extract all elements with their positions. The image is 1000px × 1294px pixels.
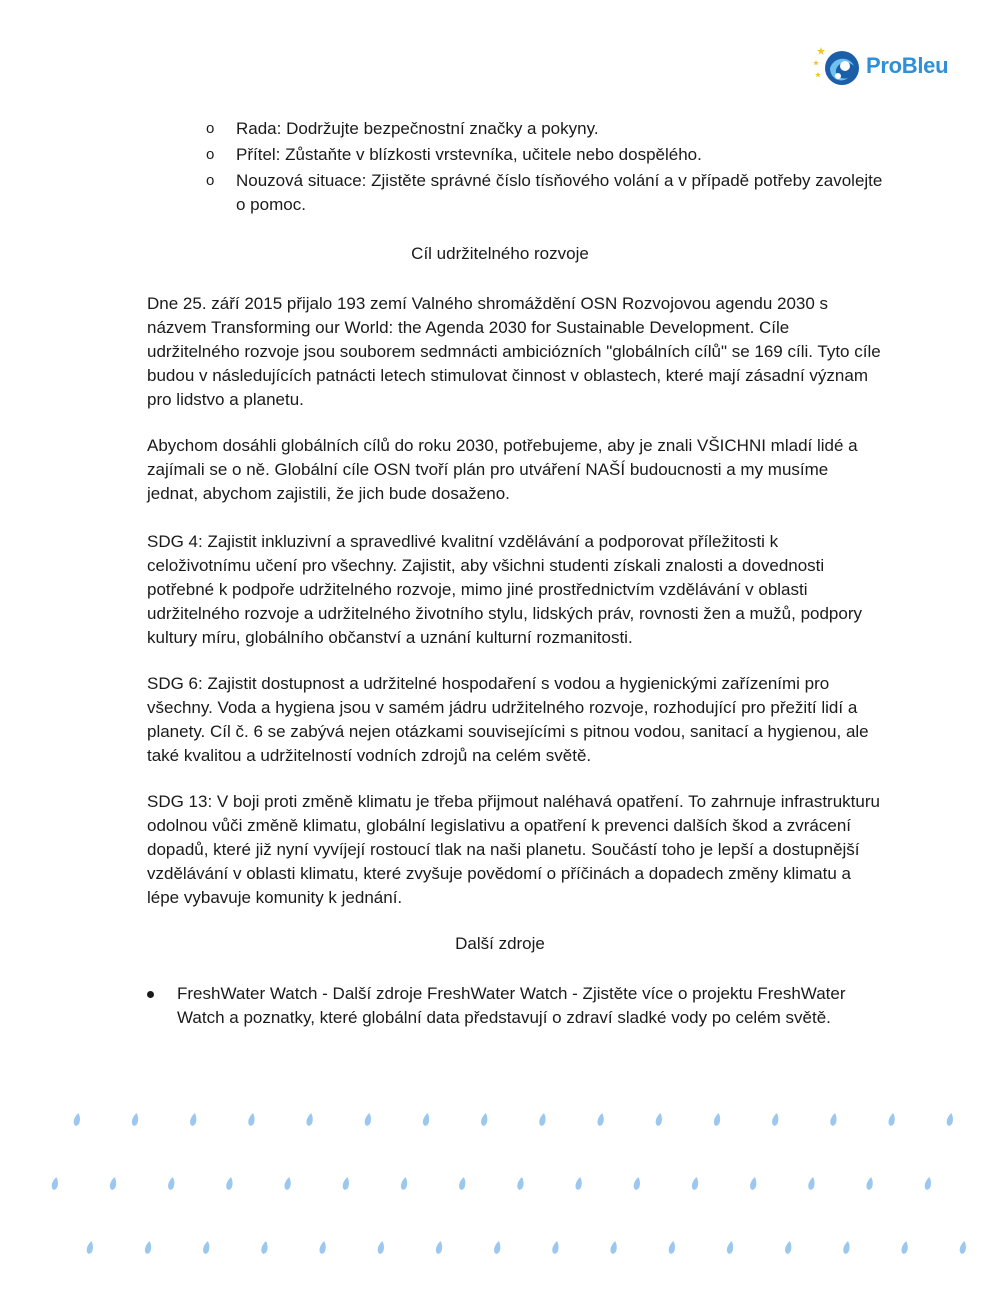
water-drop-icon <box>189 1113 198 1127</box>
list-item <box>206 143 886 167</box>
water-drop-icon <box>901 1241 910 1255</box>
water-drop-icon <box>435 1241 444 1255</box>
probleu-logo <box>812 44 948 88</box>
water-drop-icon <box>807 1177 816 1191</box>
resource-text: FreshWater Watch - Další zdroje FreshWater Watch - Zjistěte více o projektu FreshWater Watch a poznatky, které globální data představují o zdraví sladké vody po celém světě. <box>177 984 846 1027</box>
safety-tips-list <box>206 117 886 219</box>
list-item <box>206 169 886 217</box>
water-drop-icon <box>610 1241 619 1255</box>
water-drop-icon <box>924 1177 933 1191</box>
water-drop-icon <box>633 1177 642 1191</box>
water-drop-icon <box>771 1113 780 1127</box>
paragraph-sdg13: SDG 13: V boji proti změně klimatu je třeba přijmout naléhavá opatření. To zahrnuje infrastrukturu odolnou vůči změně klimatu, globální legislativu a opatření k prevenci dalších škod a zvrácení dopadů, které již nyní vyvíjejí rostoucí tlak na naši planetu. Součástí toho je lepší a dostupnější vzdělávání v oblasti klimatu, které zvyšuje povědomí o příčinách a dopadech změny klimatu a lépe vybavuje komunity k jednání. <box>147 792 880 907</box>
water-drop-icon <box>946 1113 955 1127</box>
water-drop-icon <box>225 1177 234 1191</box>
list-item <box>206 117 886 141</box>
tip-text: Přítel: Zůstaňte v blízkosti vrstevníka, učitele nebo dospělého. <box>236 145 702 164</box>
logo-text: ProBleu <box>866 53 949 78</box>
water-drop-icon <box>202 1241 211 1255</box>
water-drop-icon <box>306 1113 315 1127</box>
water-drop-icon <box>284 1177 293 1191</box>
water-drop-icon <box>597 1113 606 1127</box>
resources-list <box>147 982 883 1030</box>
water-drop-icon <box>691 1177 700 1191</box>
tip-text: Nouzová situace: Zjistěte správné číslo tísňového volání a v případě potřeby zavolejte o pomoc. <box>236 171 883 214</box>
water-drop-icon <box>364 1113 373 1127</box>
water-drop-icon <box>480 1113 489 1127</box>
water-drop-icon <box>842 1241 851 1255</box>
water-drop-icon <box>538 1113 547 1127</box>
resources-heading: Další zdroje <box>455 934 545 953</box>
water-drop-icon <box>109 1177 118 1191</box>
water-drop-icon <box>866 1177 875 1191</box>
water-drop-icon <box>493 1241 502 1255</box>
water-drop-icon <box>668 1241 677 1255</box>
bullet-icon <box>147 991 154 998</box>
paragraph-sdg6: SDG 6: Zajistit dostupnost a udržitelné hospodaření s vodou a hygienickými zařízeními pro všechny. Voda a hygiena jsou v samém jádru udržitelného rozvoje, rozhodující pro přežití lidí a planety. Cíl č. 6 se zabývá nejen otázkami souvisejícími s pitnou vodou, sanitací a hygienou, ale také kvalitou a udržitelností vodních zdrojů na celém světě. <box>147 674 869 765</box>
water-drop-icon <box>458 1177 467 1191</box>
decorative-water-drops <box>0 1100 1000 1280</box>
paragraph-goals: Abychom dosáhli globálních cílů do roku 2030, potřebujeme, aby je znali VŠICHNI mladí lidé a zajímali se o ně. Globální cíle OSN tvoří plán pro utváření NAŠÍ budoucnosti a my musíme jednat, abychom zajistili, že jich bude dosaženo. <box>147 436 858 503</box>
water-drop-icon <box>516 1177 525 1191</box>
water-drop-icon <box>713 1113 722 1127</box>
water-drop-icon <box>73 1113 82 1127</box>
water-drop-icon <box>260 1241 269 1255</box>
water-drop-icon <box>86 1241 95 1255</box>
water-drop-icon <box>377 1241 386 1255</box>
circle-bullet-icon: o <box>206 146 215 163</box>
water-drop-icon <box>655 1113 664 1127</box>
water-drop-icon <box>551 1241 560 1255</box>
water-drop-icon <box>167 1177 176 1191</box>
tip-text: Rada: Dodržujte bezpečnostní značky a pokyny. <box>236 119 599 138</box>
water-drop-icon <box>422 1113 431 1127</box>
water-drop-icon <box>131 1113 140 1127</box>
water-drop-icon <box>829 1113 838 1127</box>
water-drop-icon <box>319 1241 328 1255</box>
water-drop-icon <box>400 1177 409 1191</box>
paragraph-intro: Dne 25. září 2015 přijalo 193 zemí Valného shromáždění OSN Rozvojovou agendu 2030 s názvem Transforming our World: the Agenda 2030 for Sustainable Development. Cíle udržitelného rozvoje jsou souborem sedmnácti ambiciózních "globálních cílů" se 169 cíli. Tyto cíle budou v následujících patnácti letech stimulovat činnost v oblastech, které mají zásadní význam pro lidstvo a planetu. <box>147 294 881 409</box>
circle-bullet-icon: o <box>206 172 215 189</box>
water-drop-icon <box>784 1241 793 1255</box>
water-drop-icon <box>749 1177 758 1191</box>
circle-bullet-icon: o <box>206 120 215 137</box>
water-drop-icon <box>575 1177 584 1191</box>
water-drop-icon <box>247 1113 256 1127</box>
water-drop-icon <box>726 1241 735 1255</box>
water-drop-icon <box>342 1177 351 1191</box>
water-drop-icon <box>888 1113 897 1127</box>
sdg-heading: Cíl udržitelného rozvoje <box>411 244 589 263</box>
list-item <box>147 982 883 1030</box>
water-drop-icon <box>144 1241 153 1255</box>
water-drop-icon <box>959 1241 968 1255</box>
paragraph-sdg4: SDG 4: Zajistit inkluzivní a spravedlivé kvalitní vzdělávání a podporovat příležitosti k celoživotnímu učení pro všechny. Zajistit, aby všichni studenti získali znalosti a dovednosti potřebné k podpoře udržitelného rozvoje, mimo jiné prostřednictvím vzdělávání v oblasti udržitelného rozvoje a udržitelného životního stylu, lidských práv, rovnosti žen a mužů, podpory kultury míru, globálního občanství a uznání kulturní rozmanitosti. <box>147 532 863 647</box>
probleu-logo-icon <box>812 44 860 88</box>
water-drop-icon <box>51 1177 60 1191</box>
